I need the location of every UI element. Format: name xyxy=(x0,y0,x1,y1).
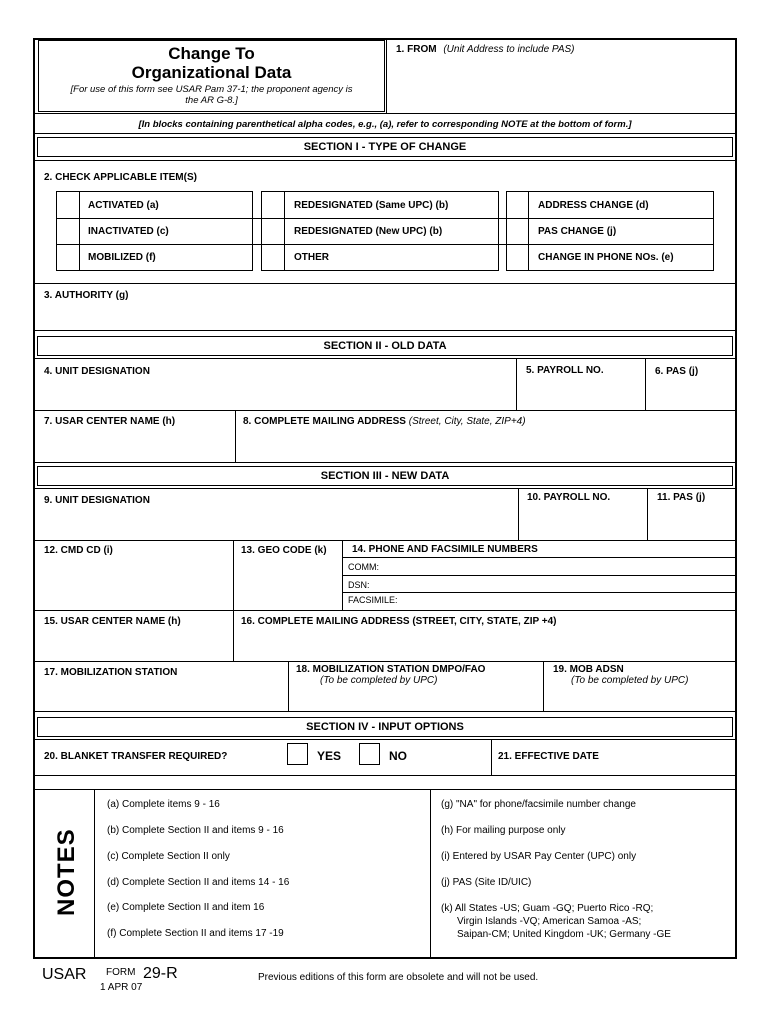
note-h: (h) For mailing purpose only xyxy=(441,825,566,836)
mob-dmpo-hint: (To be completed by UPC) xyxy=(320,675,438,686)
old-payroll-field[interactable]: 5. PAYROLL NO. xyxy=(526,365,604,376)
cmd-cd-field[interactable]: 12. CMD CD (i) xyxy=(44,545,113,556)
divider xyxy=(94,789,95,957)
note-f: (f) Complete Section II and items 17 -19 xyxy=(107,928,284,939)
divider xyxy=(35,160,735,161)
divider xyxy=(56,218,714,219)
phone-fax-heading: 14. PHONE AND FACSIMILE NUMBERS xyxy=(352,544,538,555)
form-subtitle xyxy=(38,84,385,106)
new-usar-center-field[interactable]: 15. USAR CENTER NAME (h) xyxy=(44,616,181,627)
section4-heading: SECTION IV - INPUT OPTIONS xyxy=(37,717,733,737)
facsimile-field[interactable]: FACSIMILE: xyxy=(348,595,398,605)
divider xyxy=(518,488,519,540)
divider xyxy=(284,191,285,271)
divider xyxy=(35,540,735,541)
divider xyxy=(35,661,735,662)
divider xyxy=(342,575,735,576)
new-pas-field[interactable]: 11. PAS (j) xyxy=(657,492,706,503)
no-checkbox[interactable] xyxy=(359,743,380,765)
option-redesignated-same: REDESIGNATED (Same UPC) (b) xyxy=(294,200,449,211)
checkbox-pas-change[interactable] xyxy=(507,219,529,244)
mob-dmpo-label: 18. MOBILIZATION STATION DMPO/FAO xyxy=(296,664,486,675)
divider xyxy=(233,540,234,610)
checkbox-address-change[interactable] xyxy=(507,192,529,217)
divider xyxy=(491,739,492,775)
divider xyxy=(543,661,544,711)
title-line1: Change To xyxy=(168,44,255,63)
option-activated: ACTIVATED (a) xyxy=(88,200,159,211)
divider xyxy=(645,358,646,410)
note-k-line3: Saipan-CM; United Kingdom -UK; Germany -GE xyxy=(457,929,671,940)
mob-adsn-label: 19. MOB ADSN xyxy=(553,664,624,675)
note-d: (d) Complete Section II and items 14 - 16 xyxy=(107,877,290,888)
note-a: (a) Complete items 9 - 16 xyxy=(107,799,220,810)
divider xyxy=(342,592,735,593)
from-label[interactable] xyxy=(396,44,575,55)
old-mailing-address-field[interactable] xyxy=(243,416,526,427)
footer-form-number: 29-R xyxy=(143,965,178,982)
dsn-field[interactable]: DSN: xyxy=(348,580,370,590)
note-c: (c) Complete Section II only xyxy=(107,851,230,862)
option-pas-change: PAS CHANGE (j) xyxy=(538,226,617,237)
subtitle-line2: the AR G-8.] xyxy=(185,95,238,106)
divider xyxy=(288,661,289,711)
from-hint: (Unit Address to include PAS) xyxy=(443,44,575,55)
option-other: OTHER xyxy=(294,252,329,263)
checkbox-other[interactable] xyxy=(262,245,284,270)
divider xyxy=(35,711,735,712)
note-b: (b) Complete Section II and items 9 - 16 xyxy=(107,825,284,836)
note-i: (i) Entered by USAR Pay Center (UPC) only xyxy=(441,851,637,862)
divider xyxy=(342,557,735,558)
note-k xyxy=(441,902,671,941)
footer-usar: USAR xyxy=(42,966,87,983)
divider xyxy=(35,789,735,790)
note-k-line1: (k) All States -US; Guam -GQ; Puerto Rico -RQ; xyxy=(441,903,654,914)
instruction-text: [In blocks containing parenthetical alpha codes, e.g., (a), refer to corresponding NOTE at the bottom of form.] xyxy=(138,119,632,130)
divider xyxy=(35,488,735,489)
from-label-text: 1. FROM xyxy=(396,44,437,55)
option-mobilized: MOBILIZED (f) xyxy=(88,252,156,263)
geo-code-field[interactable]: 13. GEO CODE (k) xyxy=(241,545,327,556)
subtitle-line1: [For use of this form see USAR Pam 37-1; the proponent agency is xyxy=(70,84,353,95)
option-redesignated-new: REDESIGNATED (New UPC) (b) xyxy=(294,226,443,237)
divider xyxy=(233,610,234,661)
form-title xyxy=(38,44,385,82)
no-label: NO xyxy=(389,749,407,763)
mailing-label: 8. COMPLETE MAILING ADDRESS xyxy=(243,416,406,427)
comm-field[interactable]: COMM: xyxy=(348,562,379,572)
checkbox-redesignated-new[interactable] xyxy=(262,219,284,244)
divider xyxy=(35,775,735,776)
divider xyxy=(647,488,648,540)
divider xyxy=(35,283,735,284)
new-unit-designation-field[interactable]: 9. UNIT DESIGNATION xyxy=(44,495,150,506)
checkbox-activated[interactable] xyxy=(57,192,79,217)
note-j: (j) PAS (Site ID/UIC) xyxy=(441,877,532,888)
footer-date: 1 APR 07 xyxy=(100,982,143,993)
note-g: (g) "NA" for phone/facsimile number change xyxy=(441,799,636,810)
note-e: (e) Complete Section II and item 16 xyxy=(107,902,265,913)
footer-form: FORM xyxy=(106,967,136,978)
footer-note: Previous editions of this form are obsolete and will not be used. xyxy=(258,972,539,983)
section1-heading: SECTION I - TYPE OF CHANGE xyxy=(37,137,733,157)
option-phone-change: CHANGE IN PHONE NOs. (e) xyxy=(538,252,674,263)
divider xyxy=(35,358,735,359)
mob-station-field[interactable]: 17. MOBILIZATION STATION xyxy=(44,667,178,678)
old-unit-designation-field[interactable]: 4. UNIT DESIGNATION xyxy=(44,366,150,377)
divider xyxy=(35,739,735,740)
mob-adsn-field[interactable] xyxy=(553,664,688,686)
checkbox-inactivated[interactable] xyxy=(57,219,79,244)
checkbox-mobilized[interactable] xyxy=(57,245,79,270)
yes-checkbox[interactable] xyxy=(287,743,308,765)
divider xyxy=(35,610,735,611)
divider xyxy=(430,789,431,957)
divider xyxy=(79,191,80,271)
new-mailing-address-field[interactable]: 16. COMPLETE MAILING ADDRESS (STREET, CITY, STATE, ZIP +4) xyxy=(241,616,557,627)
divider xyxy=(235,410,236,462)
mailing-hint: (Street, City, State, ZIP+4) xyxy=(408,416,526,427)
divider xyxy=(35,113,735,114)
note-k-line2: Virgin Islands -VQ; American Samoa -AS; xyxy=(457,916,642,927)
title-line2: Organizational Data xyxy=(131,63,292,82)
mob-adsn-hint: (To be completed by UPC) xyxy=(571,675,689,686)
blanket-transfer-label: 20. BLANKET TRANSFER REQUIRED? xyxy=(44,751,228,762)
divider xyxy=(56,244,714,245)
section3-heading: SECTION III - NEW DATA xyxy=(37,466,733,486)
old-usar-center-field[interactable]: 7. USAR CENTER NAME (h) xyxy=(44,416,176,427)
effective-date-field[interactable]: 21. EFFECTIVE DATE xyxy=(498,751,599,762)
checkbox-redesignated-same[interactable] xyxy=(262,192,284,217)
option-inactivated: INACTIVATED (c) xyxy=(88,226,169,237)
notes-heading: NOTES xyxy=(53,828,80,916)
divider xyxy=(516,358,517,410)
mob-dmpo-field[interactable] xyxy=(296,664,485,686)
divider xyxy=(35,410,735,411)
section2-heading: SECTION II - OLD DATA xyxy=(37,336,733,356)
check-items-label: 2. CHECK APPLICABLE ITEM(S) xyxy=(44,172,197,183)
yes-label: YES xyxy=(317,749,342,763)
divider xyxy=(35,330,735,331)
authority-field[interactable]: 3. AUTHORITY (g) xyxy=(44,290,129,301)
new-payroll-field[interactable]: 10. PAYROLL NO. xyxy=(527,492,611,503)
checkbox-phone-change[interactable] xyxy=(507,245,529,270)
option-address-change: ADDRESS CHANGE (d) xyxy=(538,200,649,211)
divider xyxy=(35,133,735,134)
old-pas-field[interactable]: 6. PAS (j) xyxy=(655,366,699,377)
divider xyxy=(35,462,735,463)
divider xyxy=(386,40,387,113)
